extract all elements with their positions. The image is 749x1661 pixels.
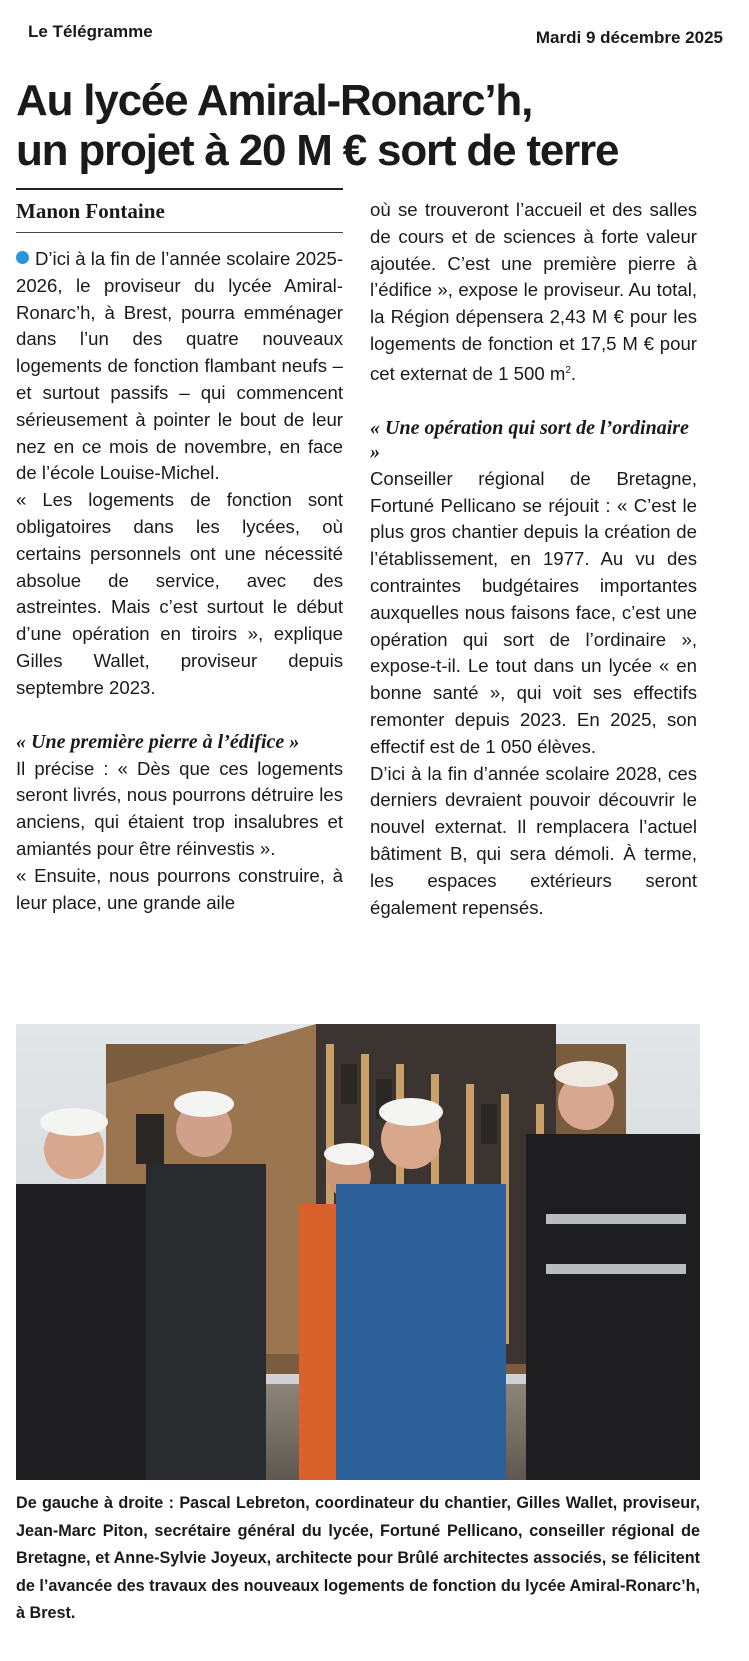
article-column-right (370, 197, 697, 921)
paragraph-continuation-text: où se trouveront l’accueil et des salles de cours et de sciences à forte valeur ajoutée. C’est une première pierre à l’édifice », expose le proviseur. Au total, la Région dépensera 2,43 M € pour les logements de fonction et 17,5 M € pour cet externat de 1 500 m (370, 199, 697, 384)
paragraph-intro-text: D’ici à la fin de l’année scolaire 2025-2026, le proviseur du lycée Amiral-Ronarc’h, à Brest, pourra emménager dans l’un des quatre nouveaux logements de fonction flambant neufs – et surtout passifs – qui commencent sérieusement à pointer le bout de leur nez en ce mois de novembre, en face de l’école Louise-Michel. (16, 248, 344, 484)
paragraph-end: . (570, 362, 577, 384)
article-column-left (16, 246, 343, 916)
paragraph-councillor: Conseiller régional de Bretagne, Fortuné Pellicano se réjouit : « C’est le plus gros chantier depuis la création de l’établissement, en 1977. Au vu des contraintes budgétaires importantes auxquelles nous faisons face, c’est une opération qui sort de l’ordinaire », expose-t-il. Le tout dans un lycée « en bonne santé », qui voit ses effectifs remonter depuis 2023. En 2025, son effectif est de 1 050 élèves. (370, 467, 697, 757)
subheading-2: « Une opération qui sort de l’ordinaire » (370, 416, 689, 463)
headline (16, 76, 716, 176)
byline-rule-bottom (16, 232, 343, 233)
photo-illustration (16, 1024, 700, 1480)
paragraph-details: Il précise : « Dès que ces logements seront livrés, nous pourrons détruire les anciens, qui étaient trop insalubres et amiantés pour être réinvestis ». (16, 757, 343, 859)
superscript: 2 (565, 364, 571, 376)
photo-caption: De gauche à droite : Pascal Lebreton, coordinateur du chantier, Gilles Wallet, proviseur, Jean-Marc Piton, secrétaire général du lycée, Fortuné Pellicano, conseiller régional de Bretagne, et Anne-Sylvie Joyeux, architecte pour Brûlé architectes associés, se félicitent de l’avancée des travaux des nouveaux logements de fonction du lycée Amiral-Ronarc’h, à Brest. (16, 1494, 700, 1622)
headline-line-1: Au lycée Amiral-Ronarc’h, (16, 76, 533, 125)
masthead: Le Télégramme (28, 22, 153, 41)
article-photo (16, 1024, 700, 1480)
paragraph-future: D’ici à la fin d’année scolaire 2028, ces derniers devraient pouvoir découvrir le nouvel externat. Il remplacera l’actuel bâtiment B, qui sera démoli. À terme, les espaces extérieurs seront également repensés. (370, 762, 697, 918)
paragraph-continuation (370, 197, 697, 388)
paragraph-quote: « Les logements de fonction sont obligatoires dans les lycées, où certains personnels ont une nécessité absolue de service, avec des astreintes. Mais c’est surtout le début d’une opération en tiroirs », explique Gilles Wallet, proviseur depuis septembre 2023. (16, 489, 343, 698)
byline-rule-top (16, 188, 343, 190)
paragraph-intro (16, 246, 343, 487)
byline: Manon Fontaine (16, 199, 165, 223)
headline-line-2: un projet à 20 M € sort de terre (16, 126, 619, 175)
publication-date: Mardi 9 décembre 2025 (535, 28, 723, 47)
subheading-1: « Une première pierre à l’édifice » (16, 730, 300, 753)
bullet-icon (16, 251, 29, 264)
paragraph-continues: « Ensuite, nous pourrons construire, à leur place, une grande aile (16, 864, 343, 913)
